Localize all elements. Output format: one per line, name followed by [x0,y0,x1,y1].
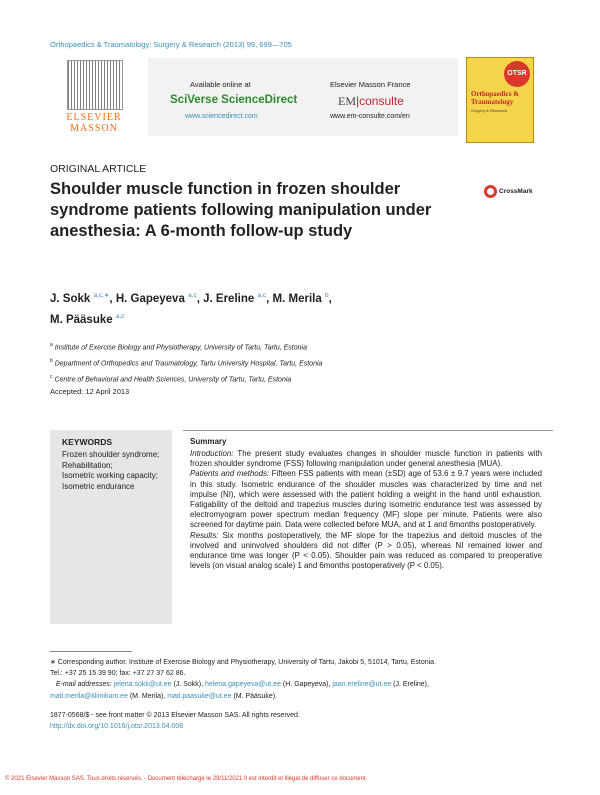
keyword: Isometric working capacity; [62,471,159,480]
email-link[interactable]: mati.paasuke@ut.ee [167,692,232,700]
affiliations [50,339,322,386]
cover-title: Orthopaedics & Traumatology [471,90,520,106]
abstract-results: Results: Six months postoperatively, the MF slope for the trapezius and deltoid muscles of the involved and uninvolved shoulders did not differ (P > 0.05), whereas NI remained lower and endurance time was longer (P < 0.05). Shoulder pain was reduced as compared to preoperative levels (on visual analog scale) 1 and 6months postoperatively (P < 0.05). [190,530,542,571]
em-consulte-logo: EM|consulte [338,94,404,108]
copyright-line: 1877-0568/$ - see front matter © 2013 Elsevier Masson SAS. All rights reserved. [50,712,300,719]
keyword: Frozen shoulder syndrome; [62,450,160,459]
sciencedirect-link[interactable]: www.sciencedirect.com [185,113,258,120]
doi-link[interactable]: http://dx.doi.org/10.1016/j.otsr.2013.04.008 [50,723,184,730]
email-link[interactable]: jaan.ereline@ut.ee [332,681,392,689]
keywords-list [62,450,166,492]
email-link[interactable]: helena.gapeyeva@ut.ee [204,681,281,689]
author: H. Gapeyeva $^{a,c}$, [115,292,204,305]
affiliation: $^c$ Centre of Behavioral and Health Sciences, University of Tartu, Tartu, Estonia [50,373,292,383]
download-watermark: © 2021 Elsevier Masson SAS. Tous droits réservés. - Document téléchargé le 29/11/2021 Il est interdit et illégal de diffuser ce document. [5,776,368,782]
accepted-date: Accepted: 12 April 2013 [50,387,130,396]
author: J. Ereline $^{a,c}$, [203,292,273,305]
corresponding-footnote: ∗ Corresponding author. Institute of Exercise Biology and Physiotherapy, University of Tartu, Jakobi 5, 51014, Tartu, Estonia. Tel.: +37 25 15 39 90; fax: +37 27 37 62 86. E-mail addresses: jelena.sokk@ut.ee (J. Sokk), helena.gapeyeva@ut.ee (H. Gapeyeva), jaan.ereline@ut.ee (J. Ereline), mati.merila@kliinikum.ee (M. Merila), mati.paasuke@ut.ee (M. Pääsuke). [50,659,437,700]
cover-subtitle: Surgery & Research [471,108,508,113]
abstract-introduction: Introduction: The present study evaluates changes in shoulder muscle function in patients with frozen shoulder syndrome (FSS) following manipulation under general anesthesia (MUA). [190,449,542,469]
journal-citation: Orthopaedics & Traumatology: Surgery & Research (2013) 99, 699—705 [50,40,292,49]
affiliation: $^b$ Department of Orthopedics and Traumatology, Tartu University Hospital, Tartu, Estonia [50,357,323,368]
publisher-logo-text: ELSEVIER MASSON [66,112,122,134]
footnote-divider [50,651,132,652]
journal-cover [466,57,534,143]
author-list [50,287,520,329]
author: J. Sokk $^{a,c,∗}$, [50,292,116,305]
article-title: Shoulder muscle function in frozen shoulder syndrome patients following manipulation under anesthesia: A 6-month follow-up study [50,180,432,240]
elsevier-masson-logo [62,60,126,136]
em-logo-right: consulte [359,94,404,108]
em-logo-left: EM [338,94,356,108]
affiliation: $^a$ Institute of Exercise Biology and Physiotherapy, University of Tartu, Tartu, Estonia [50,342,307,352]
em-consulte-link[interactable]: www.em-consulte.com/en [330,113,410,120]
crossmark-button[interactable] [484,183,554,199]
available-online-label: Available online at [190,80,251,89]
abstract-methods: Patients and methods: Fifteen FSS patients with mean (±SD) age of 53.6 ± 9.7 years were included in this study. Isometric endurance of the shoulder muscles was characterized by time and net impulse (NI), which were assessed with the patient holding a weight in the hand until exhaustion. Fatigability of the deltoid and trapezius muscles during isometric endurance test was assessed by electromyogram power spectrum median frequency (MF) slope per minute. Patients were also screened for daytime pain. Data were collected before MUA, and at 1 and 6months postoperatively. [190,469,542,530]
email-link[interactable]: jelena.sokk@ut.ee [113,681,172,689]
summary-heading: Summary [190,437,227,446]
sciencedirect-logo: SciVerse ScienceDirect [170,94,298,106]
author: M. Merila $^b$, [272,292,332,305]
elsevier-tree-icon [67,60,123,110]
abstract-divider [183,430,553,431]
em-france-label: Elsevier Masson France [330,80,411,89]
author: M. Pääsuke $^{a,c}$ [50,312,125,326]
keyword: Rehabilitation; [62,460,113,470]
keyword: Isometric endurance [62,481,135,491]
crossmark-icon [484,185,497,198]
crossmark-label: CrossMark [499,188,533,196]
otsr-badge: OTSR [504,61,530,87]
copyright-block [50,710,300,732]
abstract-body [190,449,542,571]
email-link[interactable]: mati.merila@kliinikum.ee [50,692,128,700]
section-label: ORIGINAL ARTICLE [50,163,147,175]
keywords-title: KEYWORDS [62,437,113,447]
